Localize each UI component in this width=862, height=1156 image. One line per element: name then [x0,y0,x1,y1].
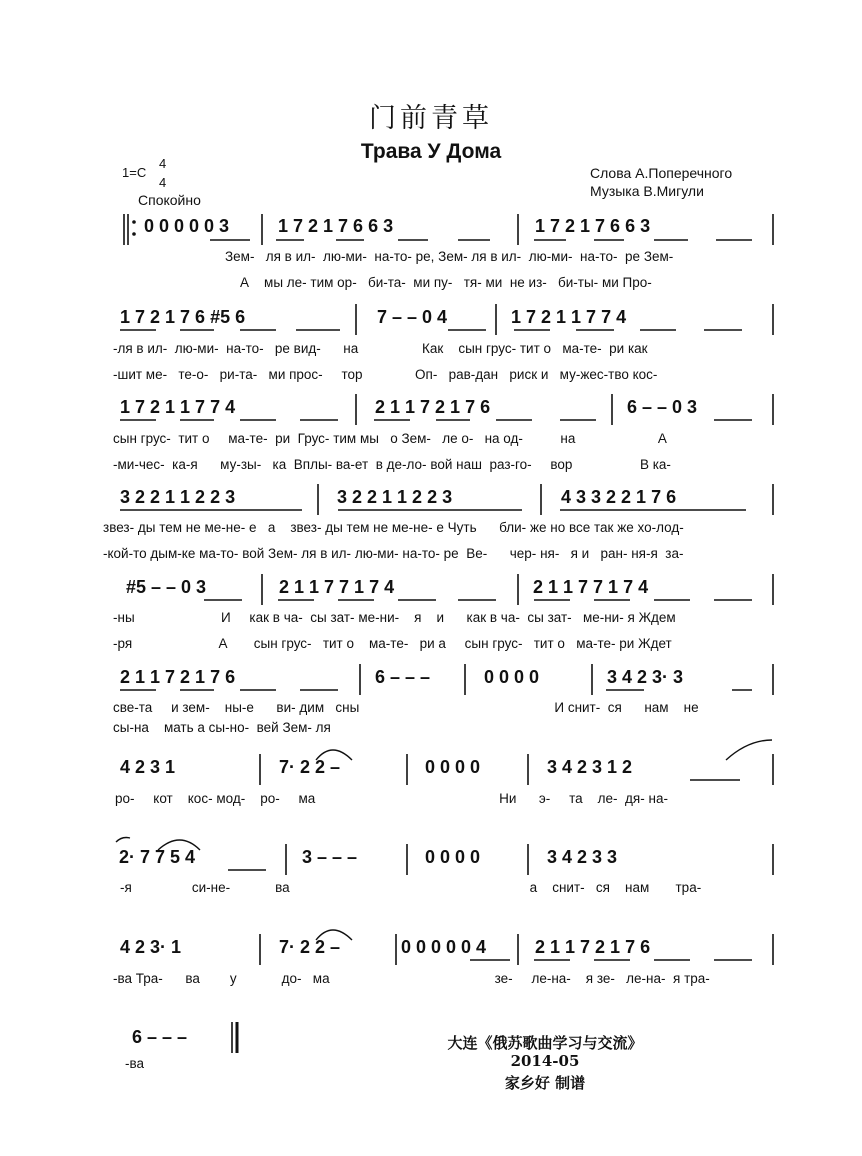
composer-credit: Музыка В.Мигули [590,183,704,199]
measure: 3 – – – [302,847,358,867]
measure: 2 1 1 7 2 1 7 6 [120,667,236,687]
measure: 1 7 2 1 1 7 7 4 [120,397,236,417]
footer-date: 2014-05 [510,1052,580,1070]
lyric-line: звез- ды тем не ме-не- е а звез- ды тем не ме-не- е Чуть бли- же но все так же хо-лод- [103,520,684,535]
lyric-line: ро- кот кос- мод- ро- ма Ни э- та ле- дя- на- [115,791,668,806]
measure: 7· 2 2 – [279,937,341,957]
measure: 1 7 2 1 7 6 #5 6 [120,307,246,327]
lyric-line: -ны И как в ча- сы зат- ме-ни- я и как в ча- сы зат- ме-ни- я Ждем [113,610,676,625]
lyricist-credit: Слова А.Поперечного [590,165,733,181]
measure: 7 – – 0 4 [377,307,448,327]
measure: 3 4 2 3 1 2 [547,757,633,777]
lyric-line: Зем- ля в ил- лю-ми- на-то- ре, Зем- ля в ил- лю-ми- на-то- ре Зем- [225,249,674,264]
measure: 1 7 2 1 1 7 7 4 [511,307,627,327]
measure: 0 0 0 0 0 4 [401,937,487,957]
key-signature: 1=C [122,165,147,180]
measure: 1 7 2 1 7 6 6 3 [535,216,651,236]
lyric-line: А мы ле- тим ор- би-та- ми пу- тя- ми не из- би-ты- ми Про- [240,275,652,290]
time-signature-top: 4 [159,156,167,171]
lyric-line: сы-на мать а сы-но- вей Зем- ля [113,720,331,735]
measure: 0 0 0 0 0 3 [144,216,230,236]
lyric-line: сын грус- тит о ма-те- ри Грус- тим мы о Зем- ле о- на од- на А [113,431,667,446]
measure: 0 0 0 0 [425,847,481,867]
measure: 4 2 3· 1 [120,937,182,957]
repeat-dot [132,232,136,236]
lyric-line: -кой-то дым-ке ма-то- вой Зем- ля в ил- лю-ми- на-то- ре Ве- чер- ня- я и ран- ня-я за- [103,546,684,561]
measure: 2 1 1 7 2 1 7 6 [535,937,651,957]
tie-arc [158,840,200,850]
measure: 0 0 0 0 [425,757,481,777]
measure: 2· 7 7 5 4 [119,847,196,867]
measure: 4 3 3 2 2 1 7 6 [561,487,677,507]
measure: 6 – – – [375,667,431,687]
measure: 3 4 2 3· 3 [607,667,684,687]
measure: 3 4 2 3 3 [547,847,618,867]
measure: 1 7 2 1 7 6 6 3 [278,216,394,236]
measure: 6 – – – [132,1027,188,1047]
lyric-line: -я си-не- ва а снит- ся нам тра- [120,880,702,895]
measure: 0 0 0 0 [484,667,540,687]
measure: 2 1 1 7 7 1 7 4 [279,577,395,597]
measure: 6 – – 0 3 [627,397,698,417]
lyric-line: -шит ме- те-о- ри-та- ми прос- тор Оп- рав-дан риск и му-жес-тво кос- [113,367,658,382]
time-signature-bottom: 4 [159,175,167,190]
tempo-marking: Спокойно [138,192,201,208]
footer-source: 大连《俄苏歌曲学习与交流》 [447,1034,643,1052]
lyric-line: -ря А сын грус- тит о ма-те- ри а сын грус- тит о ма-те- ри Ждет [113,636,672,651]
tie-arc [726,740,772,760]
lyric-line: -ва Тра- ва у до- ма зе- ле-на- я зе- ле-на- я тра- [113,971,710,986]
footer-arranger: 家乡好 制谱 [504,1074,586,1092]
measure: 7· 2 2 – [279,757,341,777]
measure: 4 2 3 1 [120,757,176,777]
tie-arc [316,930,352,940]
measure: 3 2 2 1 1 2 2 3 [337,487,453,507]
lyric-line: -ми-чес- ка-я му-зы- ка Вплы- ва-ет в де-ло- вой наш раз-го- вор В ка- [113,457,671,472]
tie-arc [316,750,352,760]
tie-arc [116,838,130,843]
measure: 2 1 1 7 7 1 7 4 [533,577,649,597]
measure: 2 1 1 7 2 1 7 6 [375,397,491,417]
repeat-dot [132,220,136,224]
lyric-line: -ля в ил- лю-ми- на-то- ре вид- на Как сын грус- тит о ма-те- ри как [113,341,648,356]
lyric-line: све-та и зем- ны-е ви- дим сны И снит- ся нам не [113,700,699,715]
measure: 3 2 2 1 1 2 2 3 [120,487,236,507]
song-title-russian: Трава У Дома [360,140,502,163]
lyric-line: -ва [125,1056,145,1071]
measure: #5 – – 0 3 [126,577,207,597]
song-title-chinese: 门前青草 [369,103,493,134]
